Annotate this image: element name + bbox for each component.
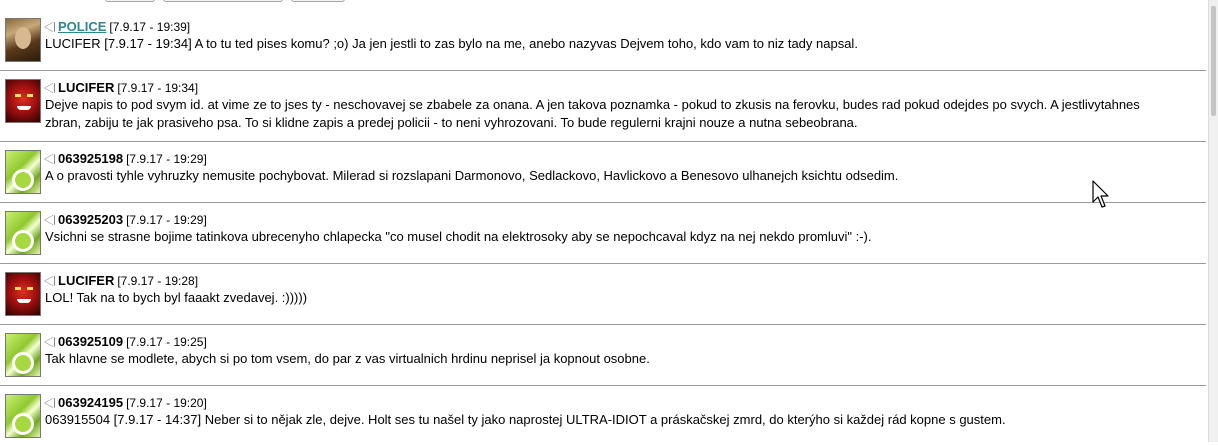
post-timestamp: [7.9.17 - 19:20] [126,396,207,410]
post-timestamp: [7.9.17 - 19:34] [117,81,199,95]
post-author: 063925198 [58,151,124,166]
post-header [45,272,1206,289]
post [0,71,1206,142]
lime-avatar[interactable] [5,211,41,255]
post [0,203,1206,264]
post [0,386,1206,446]
post-text: Tak hlavne se modlete, abych si po tom vsem, do par z vas virtualnich hrdinu neprisel ja kopnout osobne. [45,351,650,366]
post-header [45,333,1206,350]
reply-arrow-icon[interactable] [45,154,54,164]
post-author: 063925109 [58,334,124,349]
devil-avatar[interactable] [5,79,41,123]
reply-arrow-icon[interactable] [45,398,54,408]
lime-avatar[interactable] [5,394,41,438]
police-avatar[interactable] [5,18,41,62]
post-header [45,79,1206,96]
post-timestamp: [7.9.17 - 19:29] [126,213,207,227]
post [0,10,1206,71]
reply-arrow-icon[interactable] [45,276,54,286]
post [0,325,1206,386]
scrollbar-thumb[interactable] [1211,6,1216,116]
post-header [45,211,1206,228]
post-author: 063925203 [58,212,124,227]
author-link[interactable]: POLICE [58,19,107,34]
post-text: A o pravosti tyhle vyhruzky nemusite pochybovat. Milerad si rozslapani Darmonovo, Sedlackovo, Havlickovo a Benesovo ulhanejch ksichtu odsedim. [45,168,899,183]
vertical-scrollbar[interactable] [1208,0,1218,442]
post-header [45,394,1206,411]
post [0,264,1206,325]
lime-avatar[interactable] [5,333,41,377]
post [0,142,1206,203]
post-author: 063924195 [58,395,124,410]
top-controls [105,0,345,2]
post-text: Vsichni se strasne bojime tatinkova ubrecenyho chlapecka "co musel chodit na elektrosoky aby se nepochcaval kdyz na nej nekdo promluvi" :-). [45,229,872,244]
post-text: LOL! Tak na to bych byl faaakt zvedavej. :))))) [45,290,308,305]
post-header [45,18,1206,35]
post-text: 063915504 [7.9.17 - 14:37] Neber si to nějak zle, dejve. Holt ses tu našel ty jako naprostej ULTRA-IDIOT a práskačskej zmrd, do kterýho si každej rád kopne s gustem. [45,412,1006,427]
mouse-pointer-icon [1092,180,1112,210]
top-button-2[interactable] [291,0,345,2]
reply-arrow-icon[interactable] [45,83,54,93]
post-author: LUCIFER [58,80,115,95]
top-input[interactable] [163,0,283,2]
lime-avatar[interactable] [5,150,41,194]
post-header [45,150,1206,167]
post-feed [0,10,1206,446]
reply-arrow-icon[interactable] [45,337,54,347]
top-button-1[interactable] [105,0,155,2]
post-timestamp: [7.9.17 - 19:29] [126,152,207,166]
post-text: Dejve napis to pod svym id. at vime ze to jses ty - neschovavej se zbabele za onana. A jen takova poznamka - pokud to zkusis na ferovku, budes rad pokud odejdes po svych. A jestlivytahnes zbran, zabiju te jak prasiveho psa. To si klidne zapis a predej policii - to neni vyhrozovani. To bude regulerni krajni nouze a nutna sebeobrana. [45,97,1140,130]
reply-arrow-icon[interactable] [45,22,54,32]
post-text: LUCIFER [7.9.17 - 19:34] A to tu ted pises komu? ;o) Ja jen jestli to zas bylo na me, anebo nazyvas Dejvem toho, kdo vam to niz tady napsal. [45,36,858,51]
post-author: LUCIFER [58,273,115,288]
post-timestamp: [7.9.17 - 19:39] [109,20,191,34]
post-timestamp: [7.9.17 - 19:25] [126,335,207,349]
devil-avatar[interactable] [5,272,41,316]
post-timestamp: [7.9.17 - 19:28] [117,274,199,288]
reply-arrow-icon[interactable] [45,215,54,225]
